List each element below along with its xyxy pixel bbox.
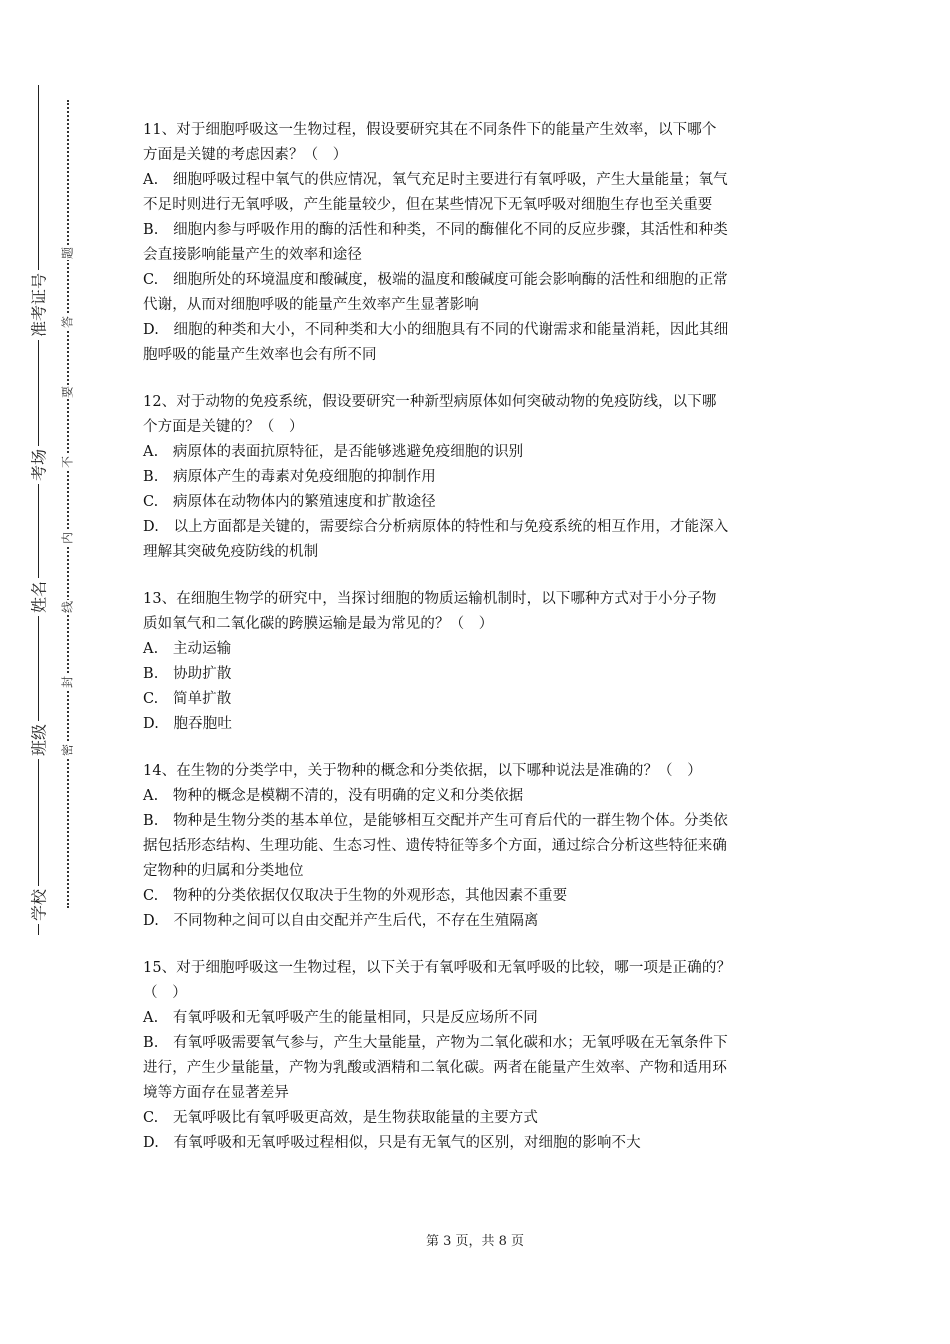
option-line: C. 病原体在动物体内的繁殖速度和扩散途径: [143, 494, 436, 510]
question-stem-line: 个方面是关键的？（ ）: [143, 419, 304, 435]
option-line: C. 物种的分类依据仅仅取决于生物的外观形态，其他因素不重要: [143, 888, 568, 904]
question-11: [143, 118, 815, 368]
question-stem-line: 15、对于细胞呼吸这一生物过程，以下关于有氧呼吸和无氧呼吸的比较，哪一项是正确的？: [143, 960, 732, 976]
option-line: A. 物种的概念是模糊不清的，没有明确的定义和分类依据: [143, 788, 524, 804]
option-line: B. 病原体产生的毒素对免疫细胞的抑制作用: [143, 469, 436, 485]
option-line: A. 细胞呼吸过程中氧气的供应情况，氧气充足时主要进行有氧呼吸，产生大量能量；氧气: [143, 172, 728, 188]
option-c: [143, 884, 815, 909]
question-stem-line: 方面是关键的考虑因素？（ ）: [143, 147, 348, 163]
option-line: C. 细胞所处的环境温度和酸碱度，极端的温度和酸碱度可能会影响酶的活性和细胞的正常: [143, 272, 728, 288]
option-line: A. 病原体的表面抗原特征，是否能够逃避免疫细胞的识别: [143, 444, 524, 460]
binding-margin: [0, 0, 110, 1344]
option-line: A. 主动运输: [143, 641, 232, 657]
question-stem-line: 13、在细胞生物学的研究中，当探讨细胞的物质运输机制时，以下哪种方式对于小分子物: [143, 591, 717, 607]
option-b: [143, 465, 815, 490]
binding-solid-line: [38, 85, 39, 935]
seal-char: 内: [60, 531, 75, 545]
question-stem-line: 11、对于细胞呼吸这一生物过程，假设要研究其在不同条件下的能量产生效率，以下哪个: [143, 122, 717, 138]
option-line: 不足时则进行无氧呼吸，产生能量较少，但在某些情况下无氧呼吸对细胞生存也至关重要: [143, 197, 713, 213]
option-c: [143, 1106, 815, 1131]
option-a: [143, 1006, 815, 1031]
question-12: [143, 390, 815, 565]
option-line: B. 物种是生物分类的基本单位，是能够相互交配并产生可育后代的一群生物个体。分类依: [143, 813, 728, 829]
question-stem-line: （ ）: [143, 985, 187, 1001]
option-line: D. 不同物种之间可以自由交配并产生后代，不存在生殖隔离: [143, 913, 539, 929]
seal-char: 要: [60, 385, 75, 399]
seal-char: 答: [60, 315, 75, 329]
class-label: 班级: [27, 721, 50, 759]
seal-char: 题: [60, 246, 75, 260]
question-stem-line: 质如氧气和二氧化碳的跨膜运输是最为常见的？（ ）: [143, 616, 494, 632]
option-b: [143, 809, 815, 884]
option-line: C. 简单扩散: [143, 691, 232, 707]
option-a: [143, 637, 815, 662]
school-label: 学校: [27, 886, 50, 924]
seal-char: 封: [60, 675, 75, 689]
option-line: D. 细胞的种类和大小，不同种类和大小的细胞具有不同的代谢需求和能量消耗，因此其细: [143, 322, 729, 338]
option-c: [143, 687, 815, 712]
option-line: 境等方面存在显著差异: [143, 1085, 289, 1101]
option-d: [143, 515, 815, 565]
seal-char: 密: [60, 743, 75, 757]
seal-dotted-line: [67, 100, 69, 908]
option-line: B. 有氧呼吸需要氧气参与，产生大量能量，产物为二氧化碳和水；无氧呼吸在无氧条件下: [143, 1035, 728, 1051]
option-line: C. 无氧呼吸比有氧呼吸更高效，是生物获取能量的主要方式: [143, 1110, 538, 1126]
question-list: [143, 118, 815, 1178]
question-15: [143, 956, 815, 1156]
option-line: 定物种的归属和分类地位: [143, 863, 304, 879]
seal-char: 不: [60, 455, 75, 469]
option-a: [143, 168, 815, 218]
page-number: 第 3 页，共 8 页: [425, 1234, 525, 1249]
option-b: [143, 218, 815, 268]
question-stem-line: 14、在生物的分类学中，关于物种的概念和分类依据，以下哪种说法是准确的？（ ）: [143, 763, 702, 779]
name-label: 姓名: [27, 578, 50, 616]
option-line: 会直接影响能量产生的效率和途径: [143, 247, 362, 263]
option-c: [143, 268, 815, 318]
option-b: [143, 1031, 815, 1106]
option-line: 理解其突破免疫防线的机制: [143, 544, 319, 560]
option-b: [143, 662, 815, 687]
option-line: D. 以上方面都是关键的，需要综合分析病原体的特性和与免疫系统的相互作用，才能深入: [143, 519, 729, 535]
option-d: [143, 318, 815, 368]
question-stem-line: 12、对于动物的免疫系统，假设要研究一种新型病原体如何突破动物的免疫防线，以下哪: [143, 394, 717, 410]
seal-char: 线: [60, 600, 75, 614]
option-a: [143, 440, 815, 465]
option-line: 进行，产生少量能量，产物为乳酸或酒精和二氧化碳。两者在能量产生效率、产物和适用环: [143, 1060, 727, 1076]
option-line: A. 有氧呼吸和无氧呼吸产生的能量相同，只是反应场所不同: [143, 1010, 538, 1026]
exam-room-label: 考场: [27, 446, 50, 484]
option-line: 据包括形态结构、生理功能、生态习性、遗传特征等多个方面，通过综合分析这些特征来确: [143, 838, 727, 854]
exam-id-label: 准考证号: [27, 270, 50, 340]
option-line: 胞呼吸的能量产生效率也会有所不同: [143, 347, 377, 363]
option-c: [143, 490, 815, 515]
option-line: D. 胞吞胞吐: [143, 716, 232, 732]
option-d: [143, 909, 815, 934]
option-a: [143, 784, 815, 809]
question-13: [143, 587, 815, 737]
question-14: [143, 759, 815, 934]
option-d: [143, 1131, 815, 1156]
option-d: [143, 712, 815, 737]
option-line: 代谢，从而对细胞呼吸的能量产生效率产生显著影响: [143, 297, 479, 313]
option-line: B. 细胞内参与呼吸作用的酶的活性和种类，不同的酶催化不同的反应步骤，其活性和种类: [143, 222, 728, 238]
option-line: D. 有氧呼吸和无氧呼吸过程相似，只是有无氧气的区别，对细胞的影响不大: [143, 1135, 641, 1151]
option-line: B. 协助扩散: [143, 666, 232, 682]
